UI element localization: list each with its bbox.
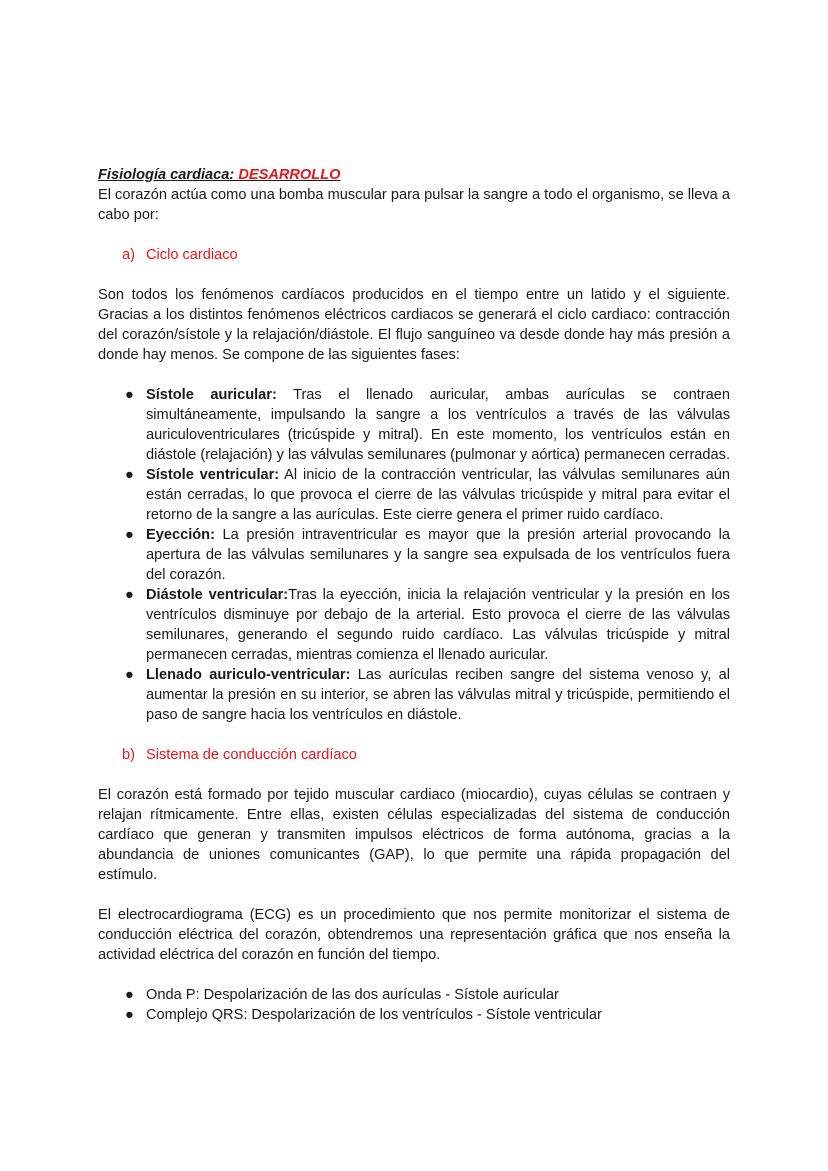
document-page [98,165,730,1025]
cardiac-phases-list [98,385,730,725]
bullet-icon: ● [125,467,134,483]
conduction-paragraph: El corazón está formado por tejido muscular cardiaco (miocardio), cuyas células se contraen y relajan rítmicamente. Entre ellas, existen células especializadas del sistema de conducción cardíaco que generan y transmiten impulsos eléctricos de forma autónoma, gracias a la abundancia de uniones comunicantes (GAP), lo que permite una rápida propagación del estímulo. [98,787,730,883]
intro-paragraph: El corazón actúa como una bomba muscular para pulsar la sangre a todo el organismo, se lleva a cabo por: [98,187,730,223]
list-item [122,1005,730,1025]
phase-term: Llenado auriculo-ventricular: [146,667,351,683]
ecg-item-text: Complejo QRS: Despolarización de los ventrículos - Sístole ventricular [146,1007,602,1023]
phase-term: Diástole ventricular: [146,587,289,603]
document-title [98,165,730,185]
title-accent: DESARROLLO [238,167,341,183]
phase-term: Sístole ventricular: [146,467,280,483]
list-item [122,385,730,465]
bullet-icon: ● [125,527,134,543]
phase-text: Tras el llenado auricular, ambas aurículas se contraen simultáneamente, impulsando la sangre a los ventrículos a través de las válvulas auriculoventriculares (tricúspide y mitral). En este momento, los ventrículos están en diástole (relajación) y las válvulas semilunares (pulmonar y aórtica) permanecen cerradas. [146,387,731,463]
bullet-icon: ● [125,1007,134,1023]
phase-text: Al inicio de la contracción ventricular, las válvulas semilunares aún están cerradas, lo que provoca el cierre de las válvulas tricúspide y mitral para evitar el retorno de la sangre a las aurículas. Este cierre genera el primer ruido cardíaco. [146,467,730,523]
ecg-paragraph: El electrocardiograma (ECG) es un procedimiento que nos permite monitorizar el sistema de conducción eléctrica del corazón, obtendremos una representación gráfica que nos enseña la actividad eléctrica del corazón en función del tiempo. [98,907,730,963]
bullet-icon: ● [125,667,134,683]
ecg-items-list [98,985,730,1025]
list-item [122,525,730,585]
phase-term: Eyección: [146,527,215,543]
section-a-marker: a) [122,247,135,263]
bullet-icon: ● [125,587,134,603]
title-prefix: Fisiología cardiaca: [98,167,239,183]
section-a-heading [98,245,730,265]
ecg-item-text: Onda P: Despolarización de las dos aurículas - Sístole auricular [146,987,559,1003]
section-b-marker: b) [122,747,135,763]
list-item [122,585,730,665]
phase-text: La presión intraventricular es mayor que la presión arterial provocando la apertura de las válvulas semilunares y la sangre sea expulsada de los ventrículos fuera del corazón. [146,527,730,583]
section-b-title: Sistema de conducción cardíaco [146,747,357,763]
bullet-icon: ● [125,987,134,1003]
cardiac-cycle-paragraph: Son todos los fenómenos cardíacos producidos en el tiempo entre un latido y el siguiente. Gracias a los distintos fenómenos eléctricos cardiacos se generará el ciclo cardiaco: contracción del corazón/sístole y la relajación/diástole. El flujo sanguíneo va desde donde hay más presión a donde hay menos. Se compone de las siguientes fases: [98,287,730,363]
list-item [122,465,730,525]
list-item [122,665,730,725]
section-a-title: Ciclo cardiaco [146,247,238,263]
phase-text: Tras la eyección, inicia la relajación ventricular y la presión en los ventrículos disminuye por debajo de la arterial. Esto provoca el cierre de las válvulas semilunares, generando el segundo ruido cardíaco. Las válvulas tricúspide y mitral permanecen cerradas, mientras comienza el llenado auricular. [146,587,730,663]
section-b-heading [98,745,730,765]
phase-text: Las aurículas reciben sangre del sistema venoso y, al aumentar la presión en su interior, se abren las válvulas mitral y tricúspide, permitiendo el paso de sangre hacia los ventrículos en diástole. [146,667,731,723]
bullet-icon: ● [125,387,134,403]
phase-term: Sístole auricular: [146,387,277,403]
list-item [122,985,730,1005]
